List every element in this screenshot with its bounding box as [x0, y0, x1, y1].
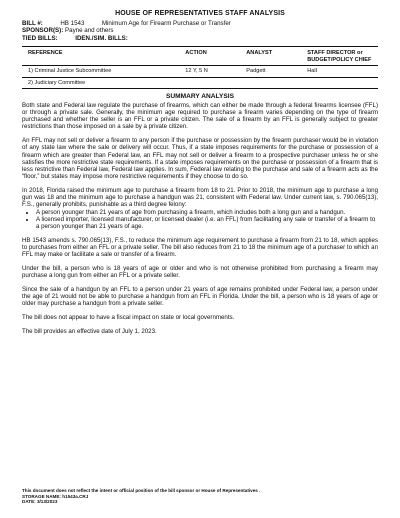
- footer-storage-name: STORAGE NAME: h1543a.CRJ: [22, 493, 89, 499]
- row-action: 12 Y, 5 N: [185, 68, 208, 75]
- sponsor-names: Payne and others: [65, 27, 114, 35]
- row-director: Hall: [307, 68, 317, 75]
- sponsor-line: [22, 27, 378, 34]
- analysis-page: [22, 10, 378, 342]
- bill-line: [22, 20, 378, 27]
- summary-paragraph: The bill does not appear to have a fiscal impact on state or local governments.: [22, 314, 235, 322]
- summary-body: [22, 102, 378, 335]
- summary-title: SUMMARY ANALYSIS: [165, 93, 235, 101]
- bill-meta: [22, 20, 378, 42]
- summary-paragraph: The bill provides an effective date of July 1, 2023.: [22, 328, 157, 336]
- bill-number: HB 1543: [60, 20, 85, 27]
- col-staff-director: STAFF DIRECTOR or BUDGET/POLICY CHIEF: [307, 50, 372, 64]
- summary-paragraph: Since the sale of a handgun by an FFL to a person under 21 years of age remains prohibited under Federal law, a person under the age of 21 would not be able to purchase a handgun from an FFL in Florida. Under the bill, a person who is 18 years of age or older may purchase a handgun from a private seller.: [22, 286, 378, 308]
- summary-paragraph: An FFL may not sell or deliver a firearm to any person if the purchase or possession by the firearm purchaser would be in violation of any state law where the sale or delivery will occur. Thus, if a state imposes requirements for the purchase or possession of a firearm which are greater than Federal law, an FFL may not sell or deliver a firearm to a prospective purchaser unless he or she satisfies the more restrictive state requirements. If a state imposes requirements on the purchase or possession of a firearm that is less restrictive than Federal law, Federal law applies. In sum, Federal law relating to the purchase and sale of a firearm acts as the “floor,” but states may impose more restrictive requirements if they choose to do so.: [22, 137, 378, 180]
- row-director: [307, 80, 378, 86]
- list-item: • A person younger than 21 years of age from purchasing a firearm, which includes both a long gun and a handgun.: [36, 209, 378, 216]
- reference-table-header: [22, 47, 378, 66]
- summary-paragraph: In 2018, Florida raised the minimum age to purchase a firearm from 18 to 21. Prior to 2018, the minimum age to purchase a long gun was 18 and the minimum age to purchase a handgun was 21, consistent with Federal law. Under current law, s. 790.065(13), F.S., generally prohibits, punishable as a third degree felony:: [22, 186, 378, 208]
- tied-bills-label: TIED BILLS:: [22, 34, 58, 42]
- table-row: [22, 78, 378, 88]
- footer-disclaimer: This document does not reflect the intent or official position of the bill sponsor or House of Representatives .: [22, 488, 261, 493]
- row-reference: 2) Judiciary Committee: [28, 80, 86, 87]
- col-action: ACTION: [185, 50, 207, 57]
- row-analyst: [246, 80, 307, 86]
- prohibition-list: [22, 209, 378, 230]
- summary-paragraph: HB 1543 amends s. 790.065(13), F.S., to reduce the minimum age requirement to purchase a firearm from 21 to 18, which applies to purchases from either an FFL or a private seller. The bill also reduces from 21 to 18 the minimum age of a purchaser to which an FFL may make or facilitate a sale or transfer of a firearm.: [22, 236, 378, 259]
- summary-paragraph: Both state and Federal law regulate the purchase of firearms, which can either be made through a federal firearms licensee (FFL) or through a private sale. Generally, the minimum age required to purchase a firearm varies depending on the type of firearm purchased and whether the seller is an FFL or a private citizen. The sale of a firearm by an FFL is generally subject to greater restrictions than those imposed on a sale by a private citizen.: [22, 102, 378, 131]
- sponsor-label: SPONSOR(S):: [22, 27, 64, 35]
- list-item: • A licensed importer, licensed manufacturer, or licensed dealer (i.e. an FFL) from facilitating any sale or transfer of a firearm to a person younger than 21 years of age.: [36, 216, 378, 230]
- bill-title: Minimum Age for Firearm Purchase or Transfer: [101, 20, 231, 27]
- footer-date: DATE: 3/13/2023: [22, 499, 58, 505]
- tied-bills-line: [22, 35, 378, 42]
- row-reference: 1) Criminal Justice Subcommittee: [28, 68, 112, 75]
- page-title: HOUSE OF REPRESENTATIVES STAFF ANALYSIS: [115, 10, 285, 17]
- similar-bills-label: IDEN./SIM. BILLS:: [75, 34, 128, 42]
- summary-paragraph: Under the bill, a person who is 18 years of age or older and who is not otherwise prohibited from purchasing a firearm may purchase a long gun from either an FFL or a private seller.: [22, 265, 378, 280]
- bill-label: BILL #:: [22, 20, 43, 27]
- row-analyst: Padgett: [246, 68, 266, 75]
- page-footer: [22, 488, 260, 505]
- reference-table: [22, 46, 378, 89]
- table-row: [22, 66, 378, 78]
- col-analyst: ANALYST: [246, 50, 273, 57]
- row-action: [185, 80, 246, 86]
- col-reference: REFERENCE: [28, 50, 63, 57]
